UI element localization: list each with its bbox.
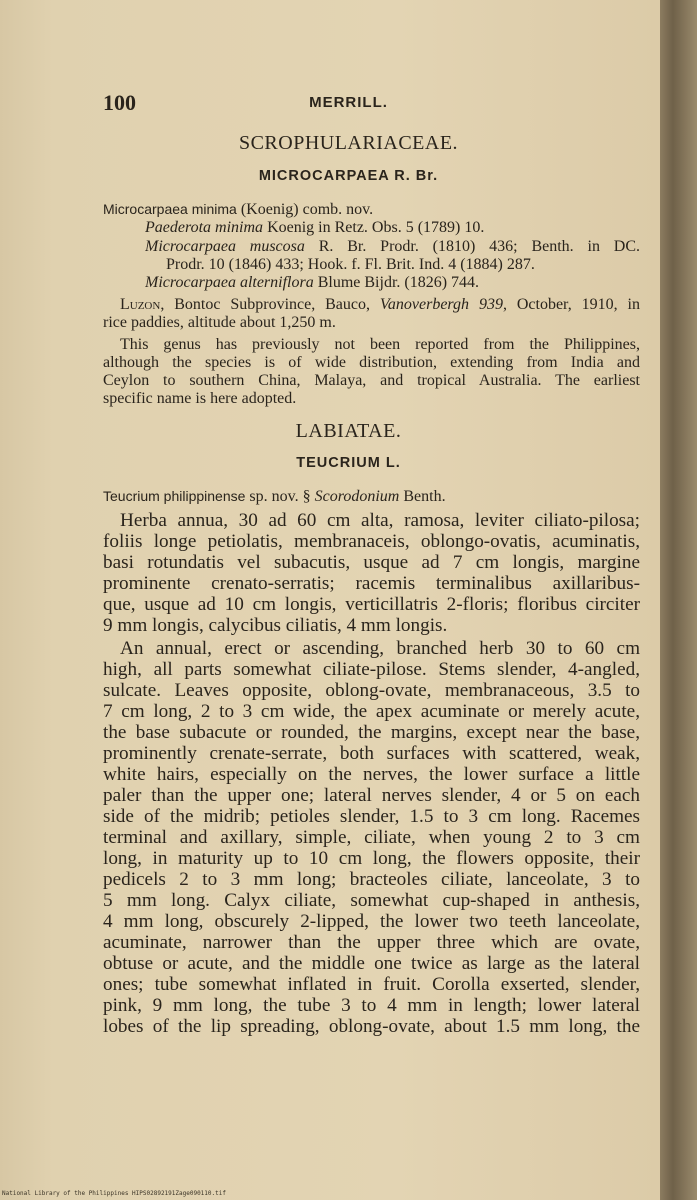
english-description-line: pedicels 2 to 3 mm long; bracteoles ciliate, lanceolate, 3 to: [103, 869, 640, 890]
family-heading-scrophulariaceae: SCROPHULARIACEAE.: [238, 132, 459, 154]
english-description-line: the base subacute or rounded, the margins, except near the base,: [103, 722, 640, 743]
species-line: Microcarpaea minima (Koenig) comb. nov.: [103, 201, 374, 218]
running-header: MERRILL.: [309, 94, 388, 111]
latin-description-line: foliis longe petiolatis, membranaceis, oblongo-ovatis, acuminatis,: [103, 531, 640, 552]
english-description-line: ones; tube somewhat inflated in fruit. Corolla exserted, slender,: [103, 974, 640, 995]
english-description-line: terminal and axillary, simple, ciliate, when young 2 to 3 cm: [103, 827, 640, 848]
note-line: specific name is here adopted.: [103, 390, 297, 407]
english-description-line: 4 mm long, obscurely 2-lipped, the lower two teeth lanceolate,: [103, 911, 640, 932]
synonym-2: Microcarpaea muscosa R. Br. Prodr. (1810) 436; Benth. in DC.: [145, 238, 640, 255]
genus-heading-teucrium: TEUCRIUM L.: [296, 455, 401, 471]
english-description-line: paler than the upper one; lateral nerves slender, 4 or 5 on each: [103, 785, 640, 806]
english-description-line: 5 mm long. Calyx ciliate, somewhat cup-shaped in anthesis,: [103, 890, 640, 911]
note-line: Ceylon to southern China, Malaya, and tropical Australia. The earliest: [103, 372, 640, 389]
latin-description-line: Herba annua, 30 ad 60 cm alta, ramosa, leviter ciliato-pilosa;: [120, 510, 640, 531]
english-description-line: pink, 9 mm long, the tube 3 to 4 mm in length; lower lateral: [103, 995, 640, 1016]
english-description-line: 7 cm long, 2 to 3 cm wide, the apex acuminate or merely acute,: [103, 701, 640, 722]
genus-heading-microcarpaea: MICROCARPAEA R. Br.: [258, 168, 439, 184]
synonym-3: Microcarpaea alterniflora Blume Bijdr. (1826) 744.: [145, 274, 480, 291]
locality-line-1: Luzon, Bontoc Subprovince, Bauco, Vanoverbergh 939, October, 1910, in: [120, 296, 640, 313]
species-name: Teucrium philippinense: [103, 488, 246, 504]
species-line: Teucrium philippinense sp. nov. § Scorodonium Benth.: [103, 488, 446, 505]
english-description-line: white hairs, especially on the nerves, the lower surface a little: [103, 764, 640, 785]
latin-description-line: que, usque ad 10 cm longis, verticillatris 2-floris; floribus circiter: [103, 594, 640, 615]
english-description-line: high, all parts somewhat ciliate-pilose. Stems slender, 4-angled,: [103, 659, 640, 680]
species-name: Microcarpaea minima: [103, 201, 237, 217]
page-number: 100: [103, 90, 136, 115]
english-description-line: acuminate, narrower than the upper three which are ovate,: [103, 932, 640, 953]
english-description-line: An annual, erect or ascending, branched herb 30 to 60 cm: [120, 638, 640, 659]
latin-description-line: 9 mm longis, calycibus ciliatis, 4 mm longis.: [103, 615, 448, 636]
english-description-line: sulcate. Leaves opposite, oblong-ovate, membranaceous, 3.5 to: [103, 680, 640, 701]
english-description-line: side of the midrib; petioles slender, 1.5 to 3 cm long. Racemes: [103, 806, 640, 827]
latin-description-line: basi rotundatis vel subacutis, usque ad 7 cm longis, margine: [103, 552, 640, 573]
latin-description-line: prominente crenato-serratis; racemis terminalibus axillaribus-: [103, 573, 640, 594]
synonym-1: Paederota minima Koenig in Retz. Obs. 5 (1789) 10.: [145, 219, 485, 236]
note-line: although the species is of wide distribution, extending from India and: [103, 354, 640, 371]
english-description-line: prominently crenate-serrate, both surfaces with scattered, weak,: [103, 743, 640, 764]
english-description-line: long, in maturity up to 10 cm long, the flowers opposite, their: [103, 848, 640, 869]
english-description-line: lobes of the lip spreading, oblong-ovate, about 1.5 mm long, the: [103, 1016, 640, 1037]
synonym-2-continued: Prodr. 10 (1846) 433; Hook. f. Fl. Brit. Ind. 4 (1884) 287.: [166, 256, 535, 273]
locality-line-2: rice paddies, altitude about 1,250 m.: [103, 314, 336, 331]
english-description-line: obtuse or acute, and the middle one twice as large as the lateral: [103, 953, 640, 974]
scan-footer: National Library of the Philippines HIPS02892191Zage090110.tif: [2, 1190, 226, 1197]
note-line: This genus has previously not been reported from the Philippines,: [120, 336, 640, 353]
family-heading-labiatae: LABIATAE.: [295, 420, 402, 442]
